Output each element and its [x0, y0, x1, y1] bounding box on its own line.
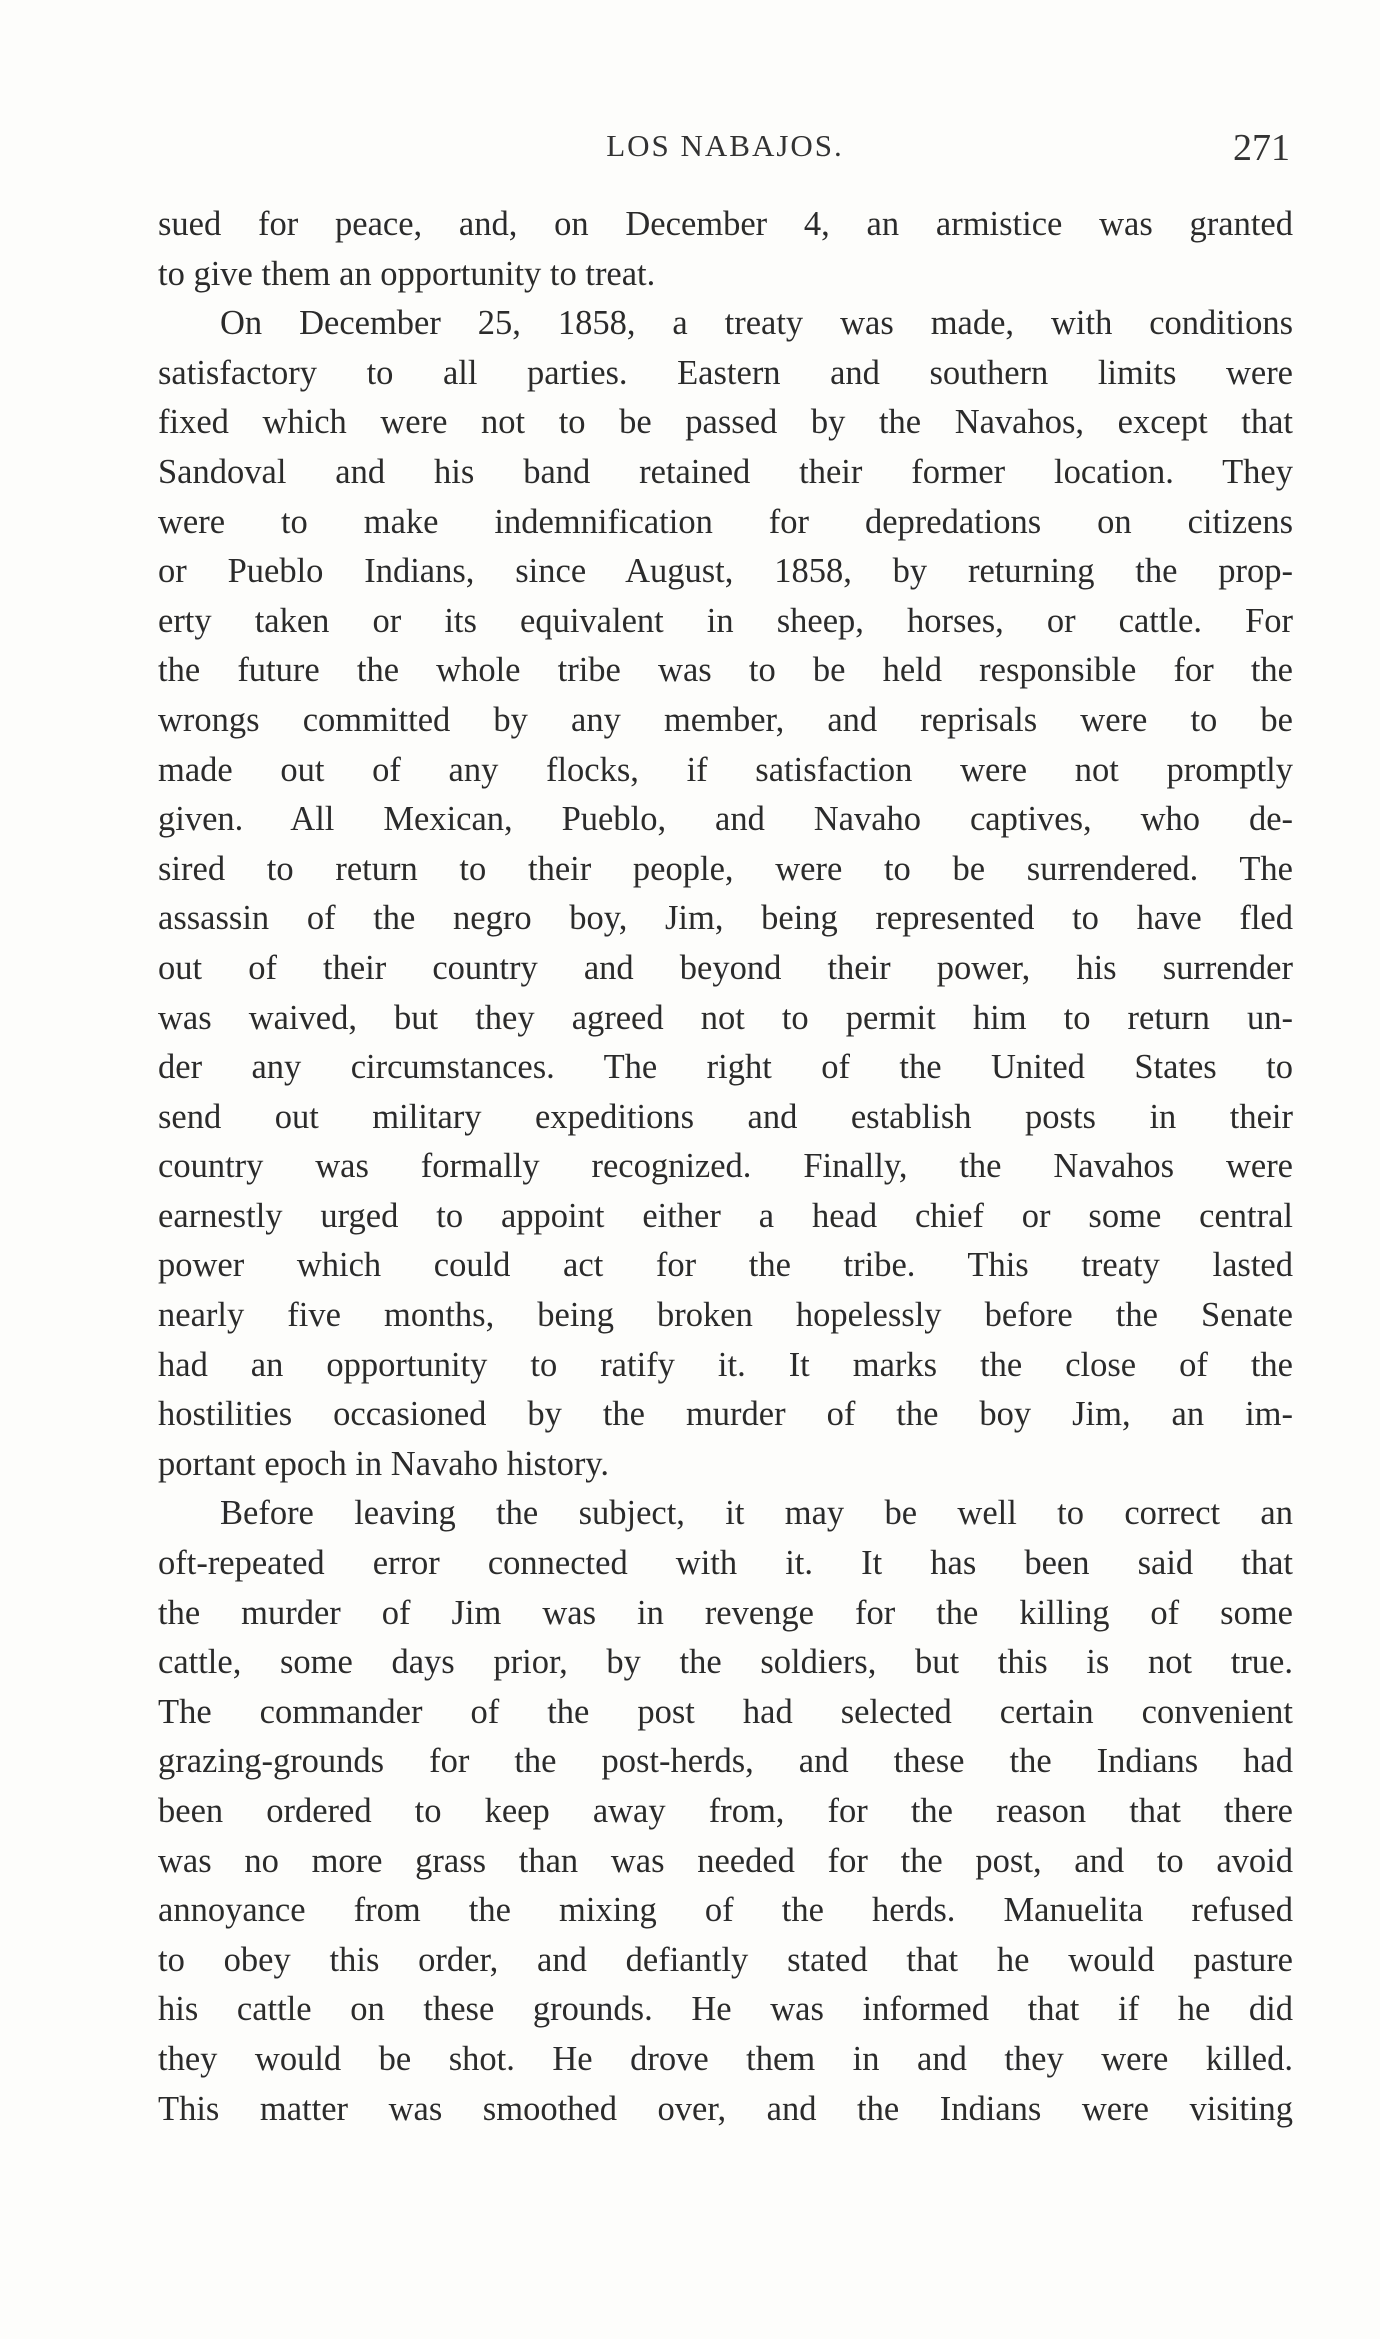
- text-line: Before leaving the subject, it may be well to correct an: [220, 1494, 1293, 1533]
- text-line: assassin of the negro boy, Jim, being represented to have fled: [158, 899, 1293, 938]
- text-line: to give them an opportunity to treat.: [158, 254, 656, 293]
- text-line: sired to return to their people, were to be surrendered. The: [158, 849, 1293, 888]
- running-title: LOS NABAJOS.: [606, 128, 844, 163]
- text-line: send out military expeditions and establish posts in their: [158, 1097, 1293, 1136]
- text-line: had an opportunity to ratify it. It marks the close of the: [158, 1345, 1293, 1384]
- text-line: The commander of the post had selected certain convenient: [158, 1692, 1293, 1731]
- text-line: his cattle on these grounds. He was informed that if he did: [158, 1990, 1293, 2029]
- text-line: country was formally recognized. Finally, the Navahos were: [158, 1147, 1293, 1186]
- text-line: annoyance from the mixing of the herds. Manuelita refused: [158, 1891, 1293, 1930]
- text-line: nearly five months, being broken hopelessly before the Senate: [158, 1296, 1293, 1335]
- text-line: they would be shot. He drove them in and they were killed.: [158, 2039, 1293, 2078]
- text-line: wrongs committed by any member, and reprisals were to be: [158, 700, 1293, 739]
- text-line: power which could act for the tribe. This treaty lasted: [158, 1246, 1293, 1285]
- body-text: [158, 200, 1293, 2134]
- text-line: was waived, but they agreed not to permit him to return un-: [158, 998, 1293, 1037]
- text-line: erty taken or its equivalent in sheep, horses, or cattle. For: [158, 601, 1293, 640]
- text-line: Sandoval and his band retained their former location. They: [158, 452, 1293, 491]
- text-line: satisfactory to all parties. Eastern and southern limits were: [158, 353, 1293, 392]
- text-line: or Pueblo Indians, since August, 1858, by returning the prop-: [158, 552, 1293, 591]
- text-line: made out of any flocks, if satisfaction were not promptly: [158, 750, 1293, 789]
- running-head: [160, 128, 1290, 178]
- text-line: fixed which were not to be passed by the Navahos, except that: [158, 403, 1293, 442]
- text-line: sued for peace, and, on December 4, an armistice was granted: [158, 205, 1293, 243]
- text-line: On December 25, 1858, a treaty was made, with conditions: [220, 304, 1293, 343]
- text-line: grazing-grounds for the post-herds, and these the Indians had: [158, 1742, 1293, 1781]
- text-line: was no more grass than was needed for the post, and to avoid: [158, 1841, 1293, 1880]
- text-line: the future the whole tribe was to be held responsible for the: [158, 651, 1293, 690]
- text-line: were to make indemnification for depredations on citizens: [158, 502, 1293, 541]
- text-line: out of their country and beyond their power, his surrender: [158, 948, 1293, 987]
- text-line: given. All Mexican, Pueblo, and Navaho captives, who de-: [158, 800, 1293, 839]
- text-line: hostilities occasioned by the murder of the boy Jim, an im-: [158, 1395, 1293, 1434]
- text-line: This matter was smoothed over, and the Indians were visiting: [158, 2089, 1293, 2128]
- text-line: to obey this order, and defiantly stated that he would pasture: [158, 1940, 1293, 1979]
- text-line: der any circumstances. The right of the United States to: [158, 1048, 1293, 1087]
- text-line: oft-repeated error connected with it. It has been said that: [158, 1544, 1293, 1583]
- text-line: the murder of Jim was in revenge for the killing of some: [158, 1593, 1293, 1632]
- text-line: cattle, some days prior, by the soldiers, but this is not true.: [158, 1643, 1293, 1682]
- text-line: been ordered to keep away from, for the reason that there: [158, 1792, 1293, 1830]
- page-number: 271: [1233, 127, 1290, 169]
- text-line: earnestly urged to appoint either a head chief or some central: [158, 1196, 1293, 1235]
- text-line: portant epoch in Navaho history.: [158, 1444, 609, 1483]
